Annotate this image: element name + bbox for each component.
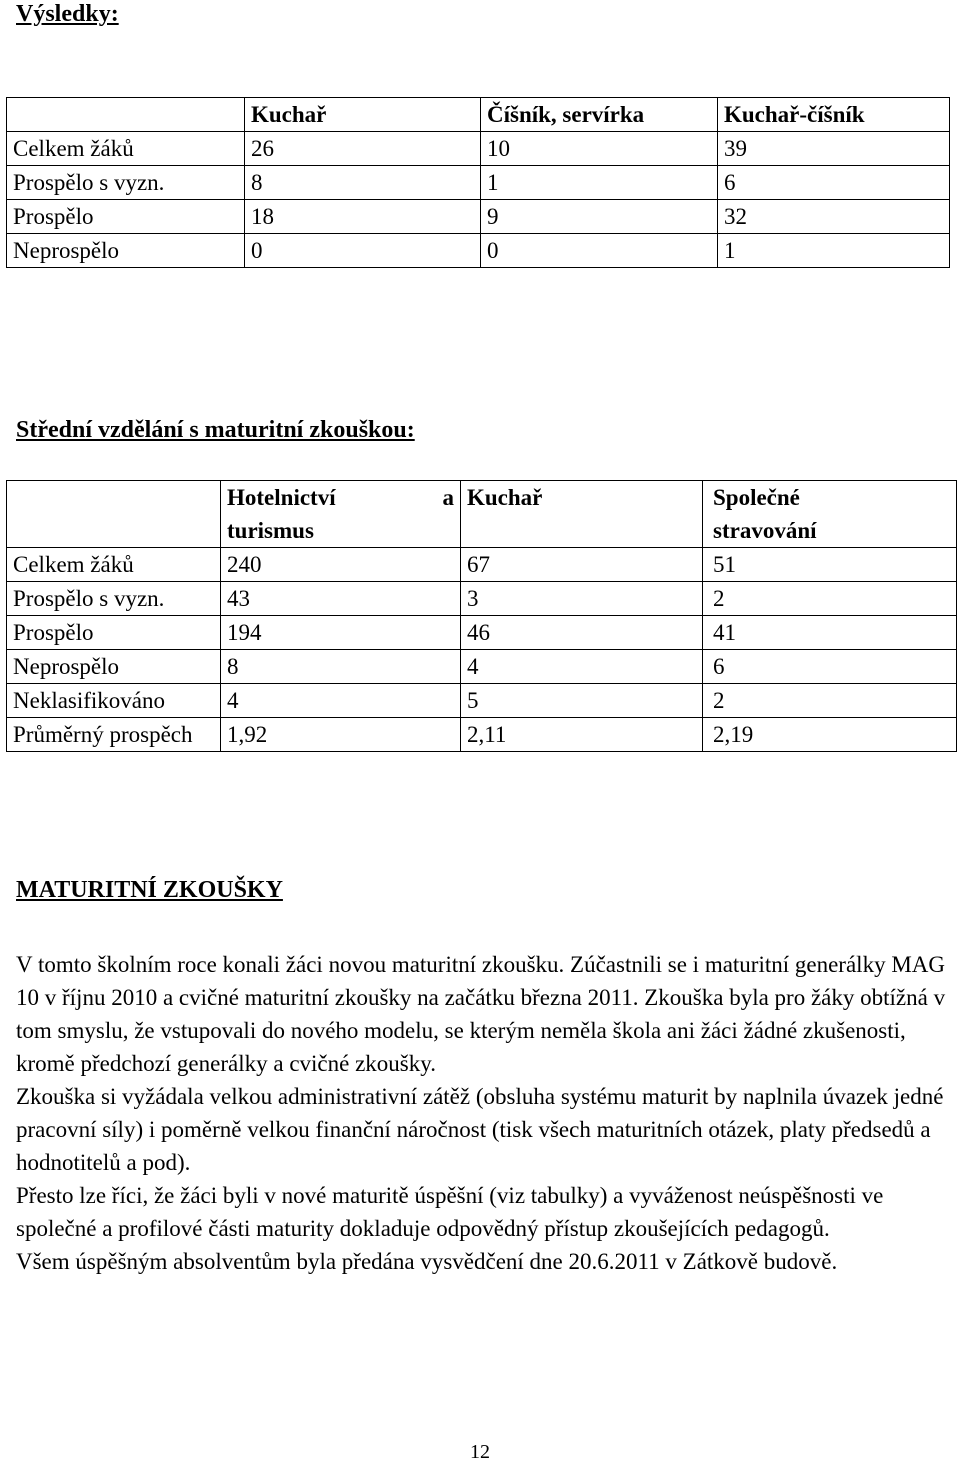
- table-cell: 0: [245, 234, 481, 268]
- page-number: 12: [470, 1441, 490, 1463]
- table-cell: 6: [718, 166, 950, 200]
- secondary-education-heading: Střední vzdělání s maturitní zkouškou:: [16, 417, 415, 443]
- table-corner-cell: [7, 98, 245, 132]
- row-label: Průměrný prospěch: [7, 718, 221, 752]
- table-cell: 4: [221, 684, 461, 718]
- maturita-exams-text: [16, 948, 946, 1278]
- column-header-line: turismus: [227, 518, 314, 543]
- results-heading: Výsledky:: [16, 1, 119, 27]
- table-cell: 67: [461, 548, 703, 582]
- row-label: Prospělo s vyzn.: [7, 582, 221, 616]
- table-cell: 2,19: [703, 718, 957, 752]
- table-cell: 0: [481, 234, 718, 268]
- table-row: [7, 718, 957, 752]
- column-header: Kuchař: [461, 481, 703, 548]
- paragraph: Přesto lze říci, že žáci byli v nové maturitě úspěšní (viz tabulky) a vyváženost neúspěšnosti ve společné a profilové části maturity dokladuje odpovědný přístup zkoušejících pedagogů.: [16, 1183, 884, 1241]
- table-cell: 26: [245, 132, 481, 166]
- maturita-exams-heading: MATURITNÍ ZKOUŠKY: [16, 877, 283, 903]
- column-header-line: [227, 481, 460, 514]
- table-corner-cell: [7, 481, 221, 548]
- table-cell: 240: [221, 548, 461, 582]
- secondary-education-table: [6, 480, 957, 752]
- column-header: [703, 481, 957, 548]
- table-cell: 51: [703, 548, 957, 582]
- table-header-row: [7, 481, 957, 548]
- row-label: Prospělo: [7, 616, 221, 650]
- table-cell: 8: [245, 166, 481, 200]
- paragraph: Všem úspěšným absolventům byla předána vysvědčení dne 20.6.2011 v Zátkově budově.: [16, 1249, 838, 1274]
- paragraph: V tomto školním roce konali žáci novou maturitní zkoušku. Zúčastnili se i maturitní generálky MAG 10 v říjnu 2010 a cvičné maturitní zkoušky na začátku března 2011. Zkouška byla pro žáky obtížná v tom smyslu, že vstupovali do nového modelu, se kterým neměla škola ani žáci žádné zkušenosti, kromě předchozí generálky a cvičné zkoušky.: [16, 952, 946, 1076]
- table-cell: 2,11: [461, 718, 703, 752]
- table-row: [7, 684, 957, 718]
- table-row: [7, 582, 957, 616]
- column-header-word: a: [442, 485, 454, 510]
- row-label: Celkem žáků: [7, 132, 245, 166]
- table-row: [7, 132, 950, 166]
- table-cell: 6: [703, 650, 957, 684]
- table-row: [7, 548, 957, 582]
- row-label: Prospělo s vyzn.: [7, 166, 245, 200]
- column-header: Kuchař-číšník: [718, 98, 950, 132]
- table-cell: 41: [703, 616, 957, 650]
- table-cell: 2: [703, 684, 957, 718]
- table-cell: 3: [461, 582, 703, 616]
- row-label: Neklasifikováno: [7, 684, 221, 718]
- table-row: [7, 200, 950, 234]
- table-cell: 46: [461, 616, 703, 650]
- column-header: Kuchař: [245, 98, 481, 132]
- table-cell: 39: [718, 132, 950, 166]
- row-label: Neprospělo: [7, 650, 221, 684]
- column-header: Číšník, servírka: [481, 98, 718, 132]
- results-table: [6, 97, 950, 268]
- table-cell: 10: [481, 132, 718, 166]
- column-header-text: Společné stravování: [713, 485, 817, 543]
- table-cell: 1: [481, 166, 718, 200]
- table-cell: 9: [481, 200, 718, 234]
- row-label: Neprospělo: [7, 234, 245, 268]
- table-cell: 43: [221, 582, 461, 616]
- row-label: Celkem žáků: [7, 548, 221, 582]
- table-cell: 1,92: [221, 718, 461, 752]
- table-cell: 18: [245, 200, 481, 234]
- table-row: [7, 650, 957, 684]
- table-header-row: [7, 98, 950, 132]
- table-row: [7, 616, 957, 650]
- table-cell: 194: [221, 616, 461, 650]
- table-row: [7, 166, 950, 200]
- column-header: [221, 481, 461, 548]
- table-cell: 32: [718, 200, 950, 234]
- column-header-word: Hotelnictví: [227, 485, 336, 510]
- table-cell: 4: [461, 650, 703, 684]
- table-cell: 8: [221, 650, 461, 684]
- table-cell: 2: [703, 582, 957, 616]
- row-label: Prospělo: [7, 200, 245, 234]
- paragraph: Zkouška si vyžádala velkou administrativní zátěž (obsluha systému maturit by naplnila úvazek jedné pracovní síly) i poměrně velkou finanční náročnost (tisk všech maturitních otázek, platy předsedů a hodnotitelů a pod).: [16, 1084, 944, 1175]
- table-cell: 5: [461, 684, 703, 718]
- table-row: [7, 234, 950, 268]
- table-cell: 1: [718, 234, 950, 268]
